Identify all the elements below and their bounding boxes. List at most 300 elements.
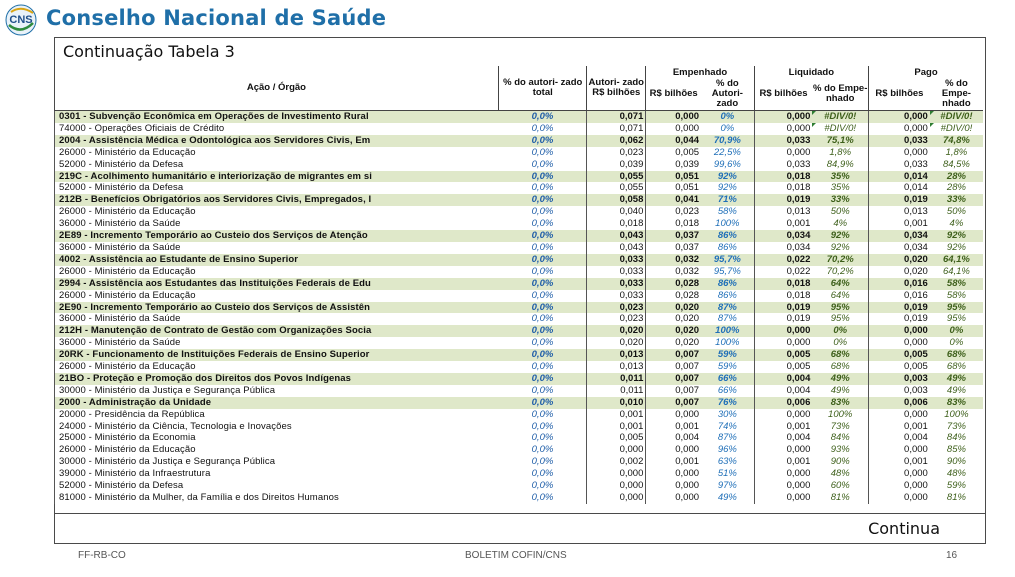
cell-autorizado: 0,020 [587, 325, 646, 337]
cell-pago: 0,020 [869, 254, 930, 266]
error-marker-icon [812, 123, 816, 127]
table-title: Continuação Tabela 3 [63, 42, 235, 61]
cell-liquidado-pct: 0% [833, 337, 848, 349]
cell-empenhado-pct: 86% [701, 278, 754, 290]
table-group-row [55, 397, 984, 409]
cell-pago: 0,001 [869, 421, 930, 433]
cell-acao: 26000 - Ministério da Educação [55, 444, 499, 456]
table-row [55, 313, 984, 325]
cell-empenhado-pct: 87% [701, 302, 754, 314]
table-group-row [55, 194, 984, 206]
cell-liquidado-pct: 95% [830, 313, 850, 325]
cell-autorizado: 0,033 [587, 266, 646, 278]
cell-pct-autorizado-total: 0,0% [499, 278, 587, 290]
cell-liquidado-pct: 0% [812, 325, 868, 337]
cell-empenhado-pct: 87% [717, 432, 737, 444]
footer-left: FF-RB-CO [78, 550, 126, 561]
cell-pct-autorizado-total: 0,0% [531, 289, 554, 301]
cell-empenhado-pct: 49% [717, 492, 737, 503]
cell-liquidado: 0,000 [754, 325, 812, 337]
cell-pago: 0,000 [869, 444, 930, 456]
cell-pago-pct: 48% [946, 468, 966, 480]
cell-empenhado-pct: 71% [701, 194, 754, 206]
cell-liquidado: 0,022 [754, 254, 812, 266]
cell-autorizado: 0,023 [587, 302, 646, 314]
cell-liquidado-pct: 90% [830, 456, 850, 468]
cell-pago: 0,000 [869, 468, 930, 480]
table-row [55, 361, 984, 373]
table-row [55, 290, 984, 302]
cell-liquidado: 0,004 [754, 385, 812, 397]
cell-pago-pct: 28% [946, 182, 966, 194]
cell-acao: 2E90 - Incremento Temporário ao Custeio dos Serviços de Assistên [55, 302, 499, 314]
col-liquidado-rs: R$ bilhões [754, 78, 812, 111]
cell-liquidado: 0,005 [754, 361, 812, 373]
cell-liquidado: 0,006 [754, 397, 812, 409]
cell-pct-autorizado-total: 0,0% [499, 349, 587, 361]
cell-empenhado-pct: 96% [717, 444, 737, 456]
cell-empenhado-pct: 0% [720, 122, 735, 134]
cell-autorizado: 0,000 [587, 480, 646, 492]
table-row [55, 206, 984, 218]
cell-pago-pct: 59% [946, 480, 966, 492]
cell-liquidado-pct: 68% [812, 349, 868, 361]
table-body [55, 111, 984, 504]
cell-pago: 0,004 [869, 432, 930, 444]
cell-pct-autorizado-total: 0,0% [531, 444, 554, 456]
cell-empenhado-pct: 86% [717, 289, 737, 301]
cell-empenhado-pct: 76% [701, 397, 754, 409]
cell-pago: 0,000 [869, 492, 930, 504]
cell-empenhado-pct: 59% [701, 349, 754, 361]
cell-pct-autorizado-total: 0,0% [531, 265, 554, 277]
col-liquidado-pct: % do Empe- nhado [812, 78, 868, 111]
cell-empenhado-pct: 58% [717, 206, 737, 218]
cell-acao: 36000 - Ministério da Saúde [55, 242, 499, 254]
cell-pago-pct: 64,1% [942, 265, 970, 277]
cell-empenhado: 0,000 [646, 111, 701, 123]
cell-pago: 0,034 [869, 230, 930, 242]
table-row [55, 444, 984, 456]
cell-pago-pct: 58% [930, 278, 983, 290]
cell-pct-autorizado-total: 0,0% [531, 206, 554, 218]
cell-liquidado-pct: 48% [830, 468, 850, 480]
cell-empenhado: 0,007 [646, 385, 701, 397]
cell-empenhado-pct: 63% [717, 456, 737, 468]
cell-acao: 26000 - Ministério da Educação [55, 266, 499, 278]
cell-empenhado-pct: 100% [715, 337, 740, 349]
cell-pago-pct: 74,8% [930, 135, 983, 147]
cell-acao: 26000 - Ministério da Educação [55, 147, 499, 159]
cell-autorizado: 0,071 [587, 111, 646, 123]
cell-empenhado-pct: 66% [701, 373, 754, 385]
cell-empenhado-pct: 22,5% [713, 146, 741, 158]
cell-pago-pct [930, 111, 983, 123]
cell-acao: 36000 - Ministério da Saúde [55, 313, 499, 325]
cell-empenhado-pct: 95,7% [701, 254, 754, 266]
cell-pago: 0,016 [869, 278, 930, 290]
cell-pago: 0,033 [869, 135, 930, 147]
cell-acao: 2994 - Assistência aos Estudantes das Instituições Federais de Edu [55, 278, 499, 290]
cell-pct-autorizado-total: 0,0% [499, 254, 587, 266]
cell-pago: 0,006 [869, 397, 930, 409]
error-marker-icon [930, 111, 934, 115]
cell-empenhado: 0,020 [646, 302, 701, 314]
error-value: #DIV/0! [940, 111, 973, 122]
cell-empenhado: 0,051 [646, 171, 701, 183]
error-value: #DIV/0! [940, 122, 973, 134]
col-group-pago: Pago [869, 66, 983, 78]
table-row [55, 421, 984, 433]
cell-autorizado: 0,001 [587, 409, 646, 421]
cell-pago: 0,000 [869, 147, 930, 159]
cell-liquidado: 0,019 [754, 313, 812, 325]
cell-pago: 0,000 [869, 337, 930, 349]
col-empenhado-pct: % do Autori- zado [701, 78, 754, 111]
cell-autorizado: 0,062 [587, 135, 646, 147]
cell-empenhado-pct: 86% [701, 230, 754, 242]
cell-acao: 2000 - Administração da Unidade [55, 397, 499, 409]
cell-liquidado: 0,019 [754, 302, 812, 314]
cell-liquidado: 0,033 [754, 159, 812, 171]
cell-pago-pct: 1,8% [945, 146, 968, 158]
table-group-row [55, 325, 984, 337]
cell-empenhado-pct: 95,7% [713, 265, 741, 277]
cell-pago: 0,001 [869, 218, 930, 230]
cell-pct-autorizado-total: 0,0% [531, 182, 554, 194]
table-row [55, 480, 984, 492]
cell-empenhado-pct: 86% [717, 241, 737, 253]
table-row [55, 147, 984, 159]
table-row [55, 159, 984, 171]
cell-acao: 219C - Acolhimento humanitário e interiorização de migrantes em si [55, 171, 499, 183]
cell-empenhado: 0,032 [646, 266, 701, 278]
table-group-row [55, 230, 984, 242]
cell-pago: 0,014 [869, 182, 930, 194]
cell-empenhado: 0,001 [646, 456, 701, 468]
cell-pct-autorizado-total: 0,0% [531, 384, 554, 396]
cell-autorizado: 0,039 [587, 159, 646, 171]
cell-empenhado: 0,007 [646, 373, 701, 385]
table-group-row [55, 254, 984, 266]
error-value: #DIV/0! [824, 111, 857, 122]
cell-empenhado: 0,028 [646, 278, 701, 290]
table-group-row [55, 111, 984, 123]
cell-pago-pct: 68% [930, 349, 983, 361]
cell-liquidado: 0,001 [754, 218, 812, 230]
cell-liquidado: 0,000 [754, 444, 812, 456]
cell-acao: 26000 - Ministério da Educação [55, 361, 499, 373]
cell-autorizado: 0,043 [587, 242, 646, 254]
cell-liquidado-pct: 35% [830, 182, 850, 194]
col-acao-orgao: Ação / Órgão [55, 66, 499, 111]
cell-acao: 25000 - Ministério da Economia [55, 432, 499, 444]
cell-acao: 24000 - Ministério da Ciência, Tecnologia e Inovações [55, 421, 499, 433]
cell-pago: 0,000 [869, 409, 930, 421]
cell-pct-autorizado-total: 0,0% [499, 171, 587, 183]
table-row [55, 123, 984, 135]
cell-autorizado: 0,071 [587, 123, 646, 135]
table-group-row [55, 135, 984, 147]
cell-liquidado-pct: 50% [830, 206, 850, 218]
cell-liquidado-pct: 93% [830, 444, 850, 456]
cell-empenhado-pct: 100% [715, 218, 740, 230]
cell-empenhado-pct: 51% [717, 468, 737, 480]
cell-pct-autorizado-total: 0,0% [531, 158, 554, 170]
table-row [55, 337, 984, 349]
col-empenhado-rs: R$ bilhões [646, 78, 701, 111]
cell-liquidado: 0,013 [754, 206, 812, 218]
cell-empenhado-pct: 87% [717, 313, 737, 325]
cell-acao: 52000 - Ministério da Defesa [55, 159, 499, 171]
col-autorizado: Autori- zado R$ bilhões [587, 66, 646, 111]
col-pago-pct: % do Empe- nhado [930, 78, 983, 111]
cell-pct-autorizado-total: 0,0% [499, 230, 587, 242]
cell-empenhado-pct: 70,9% [701, 135, 754, 147]
cell-pago-pct: 49% [946, 384, 966, 396]
cell-acao: 20000 - Presidência da República [55, 409, 499, 421]
cell-pct-autorizado-total: 0,0% [531, 468, 554, 480]
cell-pago-pct: 73% [946, 420, 966, 432]
cell-autorizado: 0,011 [587, 385, 646, 397]
table-group-row [55, 349, 984, 361]
cell-empenhado: 0,000 [646, 492, 701, 504]
col-pct-autorizado-total: % do autori- zado total [499, 66, 587, 111]
cell-empenhado: 0,004 [646, 432, 701, 444]
cell-acao: 26000 - Ministério da Educação [55, 290, 499, 302]
cell-pct-autorizado-total: 0,0% [531, 432, 554, 444]
cell-pago: 0,020 [869, 266, 930, 278]
cell-acao: 4002 - Assistência ao Estudante de Ensino Superior [55, 254, 499, 266]
cell-pago-pct: 83% [930, 397, 983, 409]
cell-liquidado-pct: 83% [812, 397, 868, 409]
cell-pct-autorizado-total: 0,0% [499, 302, 587, 314]
logo-text: CNS [9, 14, 33, 26]
cell-pct-autorizado-total: 0,0% [531, 313, 554, 325]
cell-empenhado-pct: 92% [701, 171, 754, 183]
cell-autorizado: 0,033 [587, 254, 646, 266]
table-row [55, 385, 984, 397]
table-row [55, 266, 984, 278]
cell-pct-autorizado-total: 0,0% [499, 135, 587, 147]
cell-pago-pct: 58% [946, 289, 966, 301]
cell-pago-pct: 0% [930, 325, 983, 337]
cell-pago: 0,033 [869, 159, 930, 171]
cell-pct-autorizado-total: 0,0% [531, 420, 554, 432]
cell-pct-autorizado-total: 0,0% [531, 480, 554, 492]
cell-liquidado: 0,018 [754, 182, 812, 194]
cell-liquidado-pct: 33% [812, 194, 868, 206]
cell-empenhado-pct: 100% [701, 325, 754, 337]
cell-liquidado: 0,000 [754, 337, 812, 349]
cell-liquidado-pct: 81% [830, 492, 850, 503]
cell-empenhado-pct: 59% [717, 361, 737, 373]
cell-pago-pct: 95% [930, 302, 983, 314]
cell-acao: 36000 - Ministério da Saúde [55, 337, 499, 349]
cell-acao: 212B - Benefícios Obrigatórios aos Servidores Civis, Empregados, I [55, 194, 499, 206]
table-container [54, 66, 986, 513]
cell-liquidado: 0,000 [754, 480, 812, 492]
cell-liquidado-pct: 75,1% [812, 135, 868, 147]
cell-liquidado: 0,000 [754, 147, 812, 159]
error-marker-icon [812, 111, 816, 115]
cell-autorizado: 0,011 [587, 373, 646, 385]
cell-pago: 0,019 [869, 302, 930, 314]
cell-empenhado: 0,000 [646, 409, 701, 421]
cell-empenhado-pct: 74% [717, 420, 737, 432]
cell-liquidado: 0,018 [754, 171, 812, 183]
cell-empenhado-pct: 99,6% [713, 158, 741, 170]
cell-liquidado-pct: 68% [830, 361, 850, 373]
cell-acao: 212H - Manutenção de Contrato de Gestão com Organizações Socia [55, 325, 499, 337]
cell-empenhado-pct: 30% [717, 408, 737, 420]
cell-empenhado: 0,020 [646, 313, 701, 325]
cell-empenhado: 0,020 [646, 325, 701, 337]
cell-pago: 0,019 [869, 313, 930, 325]
cell-liquidado: 0,019 [754, 194, 812, 206]
cell-liquidado: 0,005 [754, 349, 812, 361]
cell-pago-pct: 33% [930, 194, 983, 206]
cell-acao: 0301 - Subvenção Econômica em Operações de Investimento Rural [55, 111, 499, 123]
cell-liquidado-pct: 60% [830, 480, 850, 492]
cell-autorizado: 0,020 [587, 337, 646, 349]
cell-liquidado-pct: 70,2% [826, 265, 854, 277]
cell-pago: 0,005 [869, 349, 930, 361]
page-title: Conselho Nacional de Saúde [46, 6, 387, 30]
cell-liquidado-pct: 92% [830, 241, 850, 253]
cell-liquidado: 0,034 [754, 230, 812, 242]
cell-empenhado: 0,028 [646, 290, 701, 302]
cell-pago: 0,034 [869, 242, 930, 254]
table-row [55, 492, 984, 504]
cell-liquidado: 0,000 [754, 123, 812, 135]
cell-liquidado: 0,001 [754, 421, 812, 433]
continua-label: Continua [868, 519, 940, 538]
cell-pago: 0,000 [869, 123, 930, 135]
cell-empenhado: 0,000 [646, 468, 701, 480]
cell-empenhado: 0,044 [646, 135, 701, 147]
cell-pago-pct: 64,1% [930, 254, 983, 266]
cell-empenhado: 0,037 [646, 242, 701, 254]
footer-page-number: 16 [946, 550, 958, 561]
cell-liquidado: 0,022 [754, 266, 812, 278]
cell-empenhado: 0,020 [646, 337, 701, 349]
cell-pago: 0,003 [869, 385, 930, 397]
cell-autorizado: 0,033 [587, 290, 646, 302]
cns-logo-icon [3, 3, 41, 37]
cell-liquidado: 0,000 [754, 468, 812, 480]
cell-pago-pct: 95% [946, 313, 966, 325]
cell-liquidado-pct [812, 123, 868, 135]
cell-liquidado: 0,000 [754, 409, 812, 421]
continua-bar [54, 513, 986, 544]
error-marker-icon [930, 123, 934, 127]
cell-pago-pct: 90% [946, 456, 966, 468]
cell-autorizado: 0,055 [587, 171, 646, 183]
cell-autorizado: 0,055 [587, 182, 646, 194]
cell-liquidado-pct: 84% [830, 432, 850, 444]
cell-liquidado: 0,000 [754, 111, 812, 123]
cell-empenhado-pct: 97% [717, 480, 737, 492]
cell-liquidado: 0,033 [754, 135, 812, 147]
cell-pct-autorizado-total: 0,0% [531, 456, 554, 468]
cell-empenhado-pct: 66% [717, 384, 737, 396]
cell-autorizado: 0,013 [587, 349, 646, 361]
cell-pct-autorizado-total: 0,0% [499, 194, 587, 206]
cell-autorizado: 0,013 [587, 361, 646, 373]
cell-liquidado-pct: 73% [830, 420, 850, 432]
cell-liquidado-pct: 64% [830, 289, 850, 301]
cell-acao: 52000 - Ministério da Defesa [55, 182, 499, 194]
col-pago-rs: R$ bilhões [869, 78, 930, 111]
cell-liquidado-pct: 84,9% [826, 158, 854, 170]
cell-pct-autorizado-total: 0,0% [499, 397, 587, 409]
cell-acao: 2004 - Assistência Médica e Odontológica aos Servidores Civis, Em [55, 135, 499, 147]
table-group-row [55, 171, 984, 183]
cell-liquidado: 0,034 [754, 242, 812, 254]
cell-acao: 30000 - Ministério da Justiça e Segurança Pública [55, 456, 499, 468]
cell-pago-pct: 4% [949, 218, 964, 230]
cell-liquidado-pct: 100% [828, 408, 853, 420]
cell-empenhado: 0,000 [646, 480, 701, 492]
page-header [0, 0, 1015, 36]
cell-pago: 0,000 [869, 325, 930, 337]
footer-center: BOLETIM COFIN/CNS [465, 550, 567, 561]
cell-liquidado-pct: 64% [812, 278, 868, 290]
table-group-row [55, 373, 984, 385]
cell-autorizado: 0,033 [587, 278, 646, 290]
cell-autorizado: 0,010 [587, 397, 646, 409]
col-group-liquidado: Liquidado [754, 66, 868, 78]
cell-empenhado: 0,051 [646, 182, 701, 194]
cell-acao: 2E89 - Incremento Temporário ao Custeio dos Serviços de Atenção [55, 230, 499, 242]
cell-empenhado: 0,032 [646, 254, 701, 266]
cell-autorizado: 0,023 [587, 313, 646, 325]
cell-pct-autorizado-total: 0,0% [531, 361, 554, 373]
cell-autorizado: 0,000 [587, 468, 646, 480]
cell-pago: 0,000 [869, 111, 930, 123]
cell-empenhado: 0,005 [646, 147, 701, 159]
cell-pago: 0,014 [869, 171, 930, 183]
cell-empenhado-pct: 92% [717, 182, 737, 194]
cell-pct-autorizado-total: 0,0% [531, 122, 554, 134]
cell-pago-pct: 92% [946, 241, 966, 253]
cell-autorizado: 0,001 [587, 421, 646, 433]
cell-autorizado: 0,043 [587, 230, 646, 242]
cell-liquidado-pct [812, 111, 868, 123]
cell-acao: 26000 - Ministério da Educação [55, 206, 499, 218]
cell-autorizado: 0,002 [587, 456, 646, 468]
cell-empenhado: 0,000 [646, 123, 701, 135]
cell-autorizado: 0,005 [587, 432, 646, 444]
table-row [55, 409, 984, 421]
cell-liquidado-pct: 1,8% [829, 146, 852, 158]
cell-liquidado-pct: 4% [833, 218, 848, 230]
cell-pago: 0,013 [869, 206, 930, 218]
cell-liquidado: 0,001 [754, 456, 812, 468]
cell-pago-pct: 0% [949, 337, 964, 349]
table-row [55, 432, 984, 444]
cell-pct-autorizado-total: 0,0% [531, 218, 554, 230]
cell-empenhado-pct: 0% [701, 111, 754, 123]
table-group-row [55, 278, 984, 290]
cell-empenhado: 0,007 [646, 349, 701, 361]
cell-acao: 52000 - Ministério da Defesa [55, 480, 499, 492]
cell-liquidado: 0,004 [754, 373, 812, 385]
cell-acao: 81000 - Ministério da Mulher, da Família e dos Direitos Humanos [55, 492, 499, 504]
cell-pago-pct: 84,5% [942, 158, 970, 170]
cell-empenhado: 0,000 [646, 444, 701, 456]
